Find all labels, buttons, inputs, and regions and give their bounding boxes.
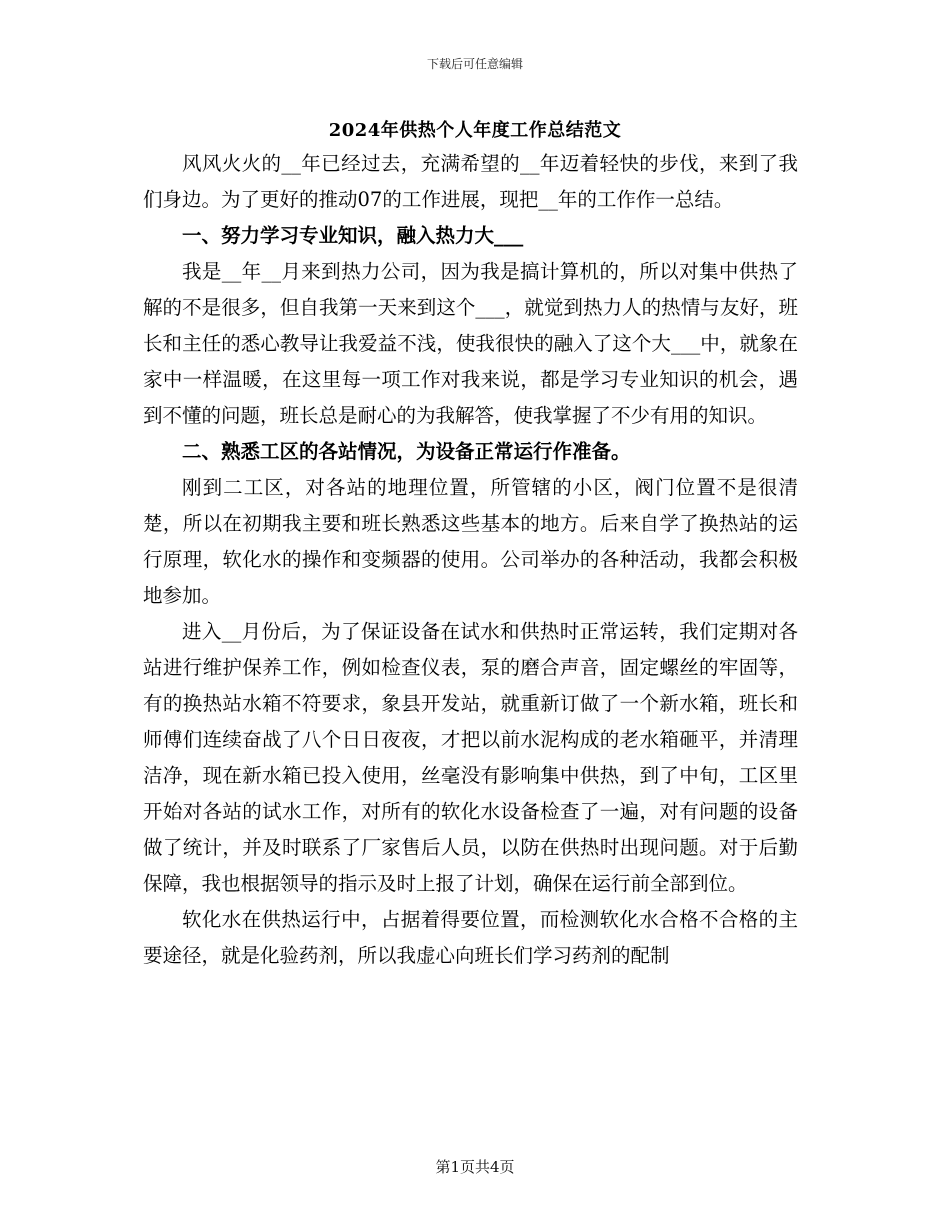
- section-heading-2: 二、熟悉工区的各站情况，为设备正常运行作准备。: [182, 440, 631, 463]
- document-title: 2024年供热个人年度工作总结范文: [328, 120, 622, 141]
- section-heading-1: 一、努力学习专业知识，融入热力大___: [182, 224, 524, 247]
- page-header-note: 下载后可任意编辑: [426, 57, 523, 71]
- document-body: [143, 146, 798, 974]
- body-paragraph: 我是__年__月来到热力公司，因为我是搞计算机的，所以对集中供热了解的不是很多，但自我第一天来到这个___，就觉到热力人的热情与友好，班长和主任的悉心教导让我爱益不浅，使我很快的融入了这个大___中，就象在家中一样温暖，在这里每一项工作对我来说，都是学习专业知识的机会，遇到不懂的问题，班长总是耐心的为我解答，使我掌握了不少有用的知识。: [143, 260, 798, 427]
- page-number-footer: 第1页共4页: [435, 1158, 515, 1176]
- body-paragraph: 软化水在供热运行中，占据着得要位置，而检测软化水合格不合格的主要途径，就是化验药剂，所以我虚心向班长们学习药剂的配制: [143, 908, 798, 967]
- body-paragraph: 进入__月份后，为了保证设备在试水和供热时正常运转，我们定期对各站进行维护保养工作，例如检查仪表，泵的磨合声音，固定螺丝的牢固等，有的换热站水箱不符要求，象县开发站，就重新订做了一个新水箱，班长和师傅们连续奋战了八个日日夜夜，才把以前水泥构成的老水箱砸平，并清理洁净，现在新水箱已投入使用，丝毫没有影响集中供热，到了中旬，工区里开始对各站的试水工作，对所有的软化水设备检查了一遍，对有问题的设备做了统计，并及时联系了厂家售后人员，以防在供热时出现问题。对于后勤保障，我也根据领导的指示及时上报了计划，确保在运行前全部到位。: [143, 620, 798, 895]
- intro-paragraph: 风风火火的__年已经过去，充满希望的__年迈着轻快的步伐，来到了我们身边。为了更好的推动07的工作进展，现把__年的工作作一总结。: [143, 152, 798, 211]
- body-paragraph: 刚到二工区，对各站的地理位置，所管辖的小区，阀门位置不是很清楚，所以在初期我主要和班长熟悉这些基本的地方。后来自学了换热站的运行原理，软化水的操作和变频器的使用。公司举办的各种活动，我都会积极地参加。: [143, 476, 798, 607]
